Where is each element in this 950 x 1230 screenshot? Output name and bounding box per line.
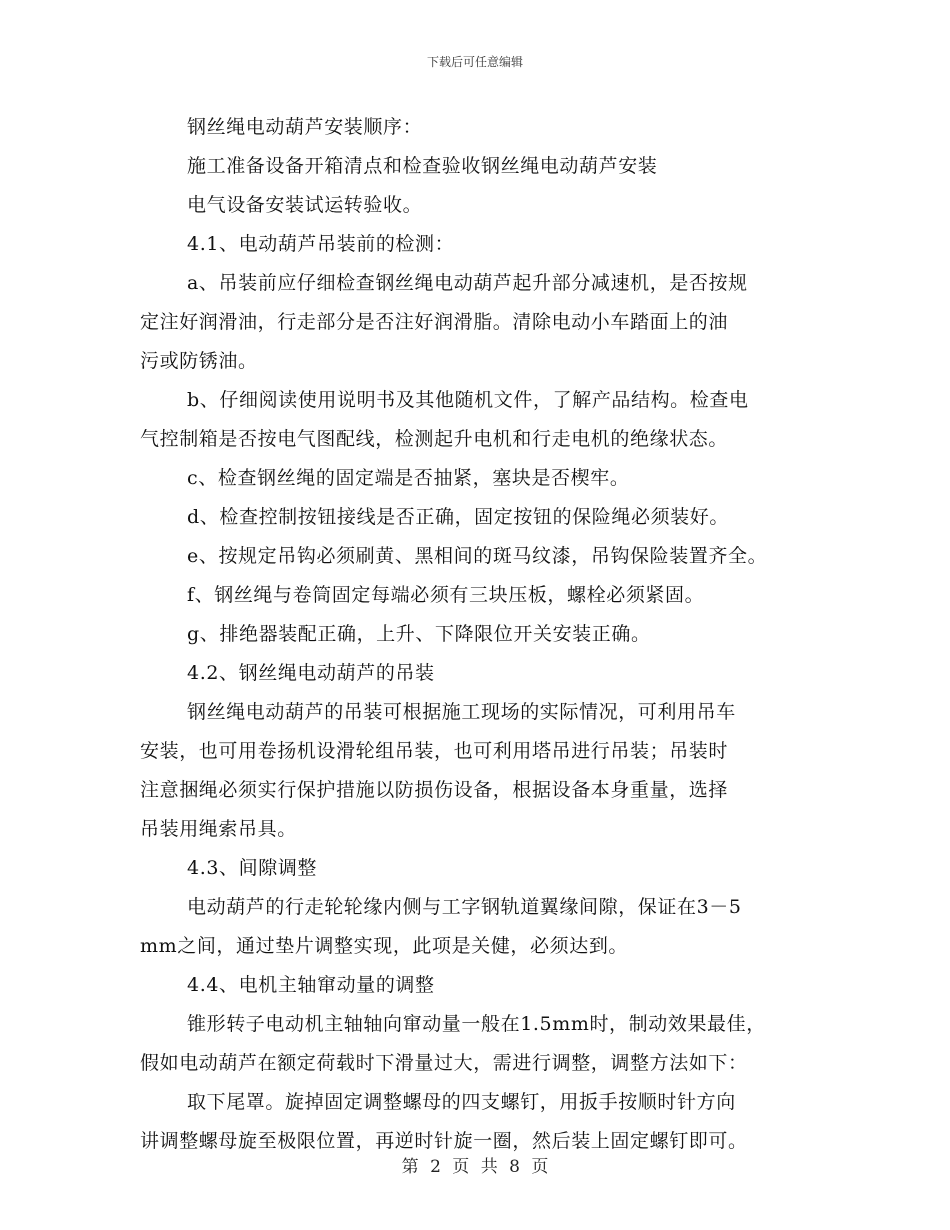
paragraph-line: 钢丝绳电动葫芦的吊装可根据施工现场的实际情况，可利用吊车 [187,701,736,723]
paragraph-line: 锥形转子电动机主轴轴向窜动量一般在1.5mm时，制动效果最佳， [187,1013,766,1035]
section-heading: 4.1、电动葫芦吊装前的检测： [187,233,455,255]
paragraph-line: 讲调整螺母旋至极限位置，再逆时针旋一圈，然后装上固定螺钉即可。 [140,1130,748,1152]
paragraph-line: a、吊装前应仔细检查钢丝绳电动葫芦起升部分减速机，是否按规 [187,272,748,294]
paragraph-line: g、排绝器装配正确，上升、下降限位开关安装正确。 [187,623,651,645]
paragraph-line: mm之间，通过垫片调整实现，此项是关健，必须达到。 [140,935,629,957]
paragraph-line: 施工准备设备开箱清点和检查验收钢丝绳电动葫芦安装 [187,155,658,177]
paragraph-line: e、按规定吊钩必须刷黄、黑相间的斑马纹漆，吊钩保险装置齐全。 [187,545,768,567]
paragraph-line: 取下尾罩。旋掉固定调整螺母的四支螺钉，用扳手按顺时针方向 [187,1091,736,1113]
paragraph-line: 注意捆绳必须实行保护措施以防损伤设备，根据设备本身重量，选择 [140,779,729,801]
paragraph-line: 电动葫芦的行走轮轮缘内侧与工字钢轨道翼缘间隙，保证在3－5 [187,896,742,918]
document-body [140,108,820,1161]
section-heading: 4.3、间隙调整 [187,857,318,879]
paragraph-line: b、仔细阅读使用说明书及其他随机文件，了解产品结构。检查电 [187,389,749,411]
paragraph-line: 电气设备安装试运转验收。 [187,194,423,216]
section-heading: 4.2、钢丝绳电动葫芦的吊装 [187,662,435,684]
paragraph-line: 定注好润滑油，行走部分是否注好润滑脂。清除电动小车踏面上的油 [140,311,729,333]
paragraph-line: d、检查控制按钮接线是否正确，固定按钮的保险绳必须装好。 [187,506,729,528]
paragraph-line: 钢丝绳电动葫芦安装顺序： [187,116,423,138]
paragraph-line: 气控制箱是否按电气图配线，检测起升电机和行走电机的绝缘状态。 [140,428,729,450]
page-footer: 第 2 页 共 8 页 [401,1157,549,1177]
paragraph-line: f、钢丝绳与卷筒固定每端必须有三块压板，螺栓必须紧固。 [187,584,705,606]
paragraph-line: 污或防锈油。 [140,350,258,372]
paragraph-line: 吊装用绳索吊具。 [140,818,297,840]
section-heading: 4.4、电机主轴窜动量的调整 [187,974,435,996]
paragraph-line: 安装，也可用卷扬机设滑轮组吊装，也可利用塔吊进行吊装；吊装时 [140,740,729,762]
paragraph-line: c、检查钢丝绳的固定端是否抽紧，塞块是否楔牢。 [187,467,630,489]
paragraph-line: 假如电动葫芦在额定荷载时下滑量过大，需进行调整，调整方法如下： [140,1052,748,1074]
page-header: 下载后可任意编辑 [426,55,523,69]
